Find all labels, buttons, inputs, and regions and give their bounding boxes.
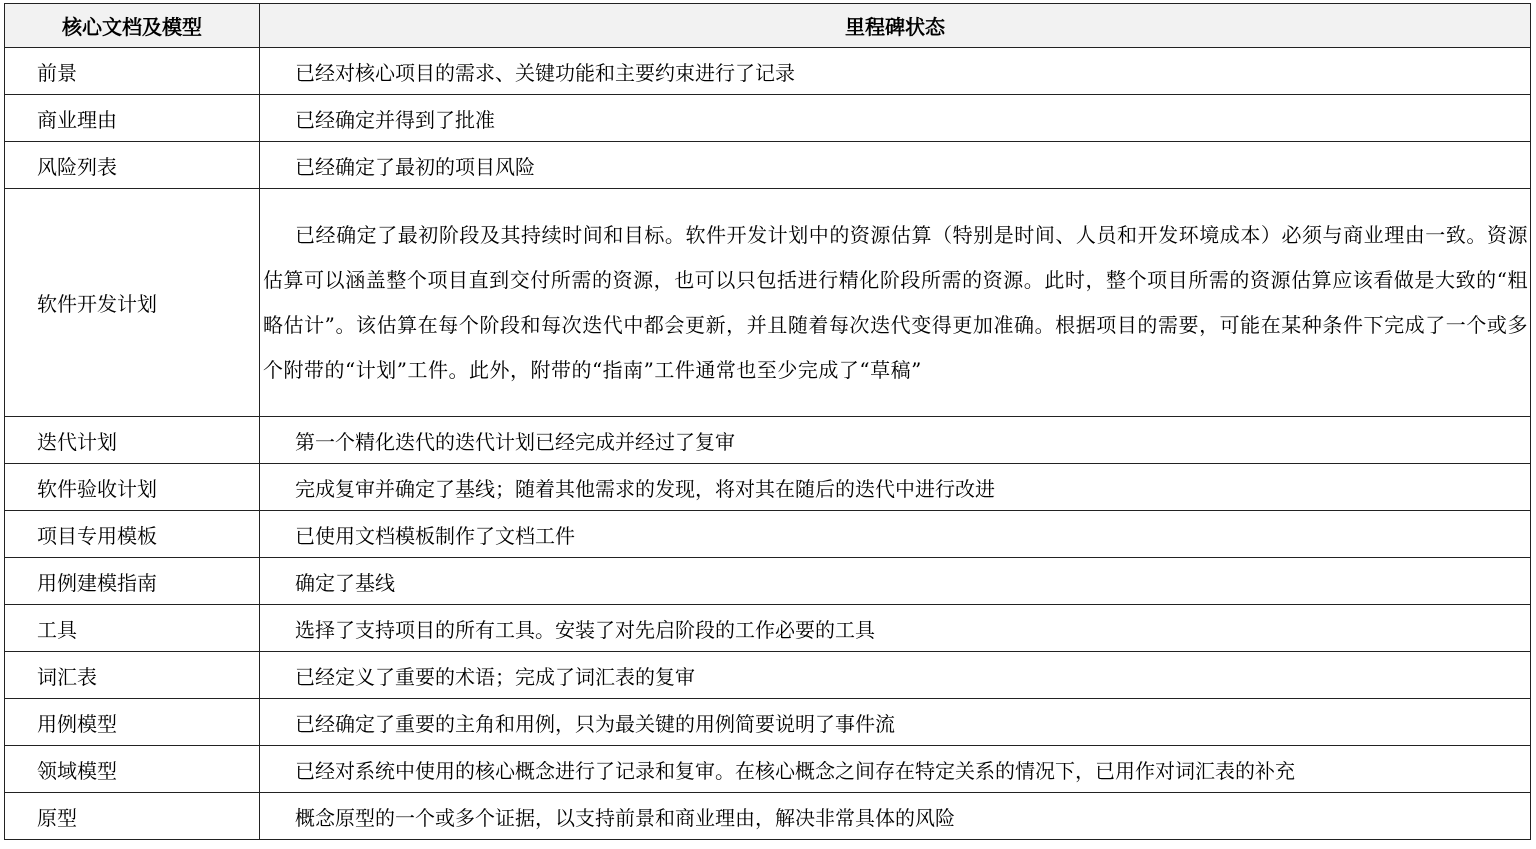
row-status — [260, 746, 1531, 793]
row-status-text: 完成复审并确定了基线；随着其他需求的发现，将对其在随后的迭代中进行改进 — [295, 476, 995, 501]
row-status — [260, 142, 1531, 189]
row-status-text: 确定了基线 — [295, 570, 395, 595]
row-name: 风险列表 — [5, 142, 260, 189]
table-header — [5, 4, 1531, 48]
row-status — [260, 95, 1531, 142]
row-name: 用例建模指南 — [5, 558, 260, 605]
table-row — [5, 652, 1531, 699]
row-status — [260, 652, 1531, 699]
row-name: 用例模型 — [5, 699, 260, 746]
row-status — [260, 417, 1531, 464]
row-status — [260, 558, 1531, 605]
row-status — [260, 699, 1531, 746]
row-name: 原型 — [5, 793, 260, 840]
header-row — [5, 4, 1531, 48]
row-name: 领域模型 — [5, 746, 260, 793]
table-row — [5, 699, 1531, 746]
row-status — [260, 48, 1531, 95]
row-status-text: 已经定义了重要的术语；完成了词汇表的复审 — [295, 664, 695, 689]
header-milestone-status: 里程碑状态 — [260, 4, 1531, 48]
row-status-text: 已经确定了最初的项目风险 — [295, 154, 535, 179]
row-status-text: 选择了支持项目的所有工具。安装了对先启阶段的工作必要的工具 — [295, 617, 875, 642]
row-name: 前景 — [5, 48, 260, 95]
table-row — [5, 189, 1531, 417]
row-name: 词汇表 — [5, 652, 260, 699]
row-status-text: 已经确定了最初阶段及其持续时间和目标。软件开发计划中的资源估算（特别是时间、人员和开发环境成本）必须与商业理由一致。资源估算可以涵盖整个项目直到交付所需的资源，也可以只包括进行精化阶段所需的资源。此时，整个项目所需的资源估算应该看做是大致的“粗略估计”。该估算在每个阶段和每次迭代中都会更新，并且随着每次迭代变得更加准确。根据项目的需要，可能在某种条件下完成了一个或多个附带的“计划”工件。此外，附带的“指南”工件通常也至少完成了“草稿” — [263, 222, 1528, 382]
table-row — [5, 95, 1531, 142]
row-status-text: 已经确定了重要的主角和用例，只为最关键的用例简要说明了事件流 — [295, 711, 895, 736]
row-name: 迭代计划 — [5, 417, 260, 464]
row-status-text: 第一个精化迭代的迭代计划已经完成并经过了复审 — [295, 429, 735, 454]
table-body — [5, 48, 1531, 840]
row-status — [260, 189, 1531, 417]
row-status — [260, 511, 1531, 558]
header-document-model: 核心文档及模型 — [5, 4, 260, 48]
row-name: 商业理由 — [5, 95, 260, 142]
row-status-text: 已使用文档模板制作了文档工件 — [295, 523, 575, 548]
row-status — [260, 605, 1531, 652]
table-row — [5, 464, 1531, 511]
table-row — [5, 511, 1531, 558]
row-status-text: 概念原型的一个或多个证据，以支持前景和商业理由，解决非常具体的风险 — [295, 805, 955, 830]
row-status-text: 已经对核心项目的需求、关键功能和主要约束进行了记录 — [295, 60, 795, 85]
milestone-table — [4, 3, 1531, 840]
row-status-text: 已经对系统中使用的核心概念进行了记录和复审。在核心概念之间存在特定关系的情况下，已用作对词汇表的补充 — [295, 758, 1295, 783]
table-row — [5, 48, 1531, 95]
table-row — [5, 793, 1531, 840]
table-row — [5, 746, 1531, 793]
table-row — [5, 605, 1531, 652]
row-status — [260, 793, 1531, 840]
row-status-text: 已经确定并得到了批准 — [295, 107, 495, 132]
table-row — [5, 558, 1531, 605]
row-name: 项目专用模板 — [5, 511, 260, 558]
table-row — [5, 142, 1531, 189]
row-name: 工具 — [5, 605, 260, 652]
row-name: 软件验收计划 — [5, 464, 260, 511]
row-name: 软件开发计划 — [5, 189, 260, 417]
table-row — [5, 417, 1531, 464]
row-status — [260, 464, 1531, 511]
